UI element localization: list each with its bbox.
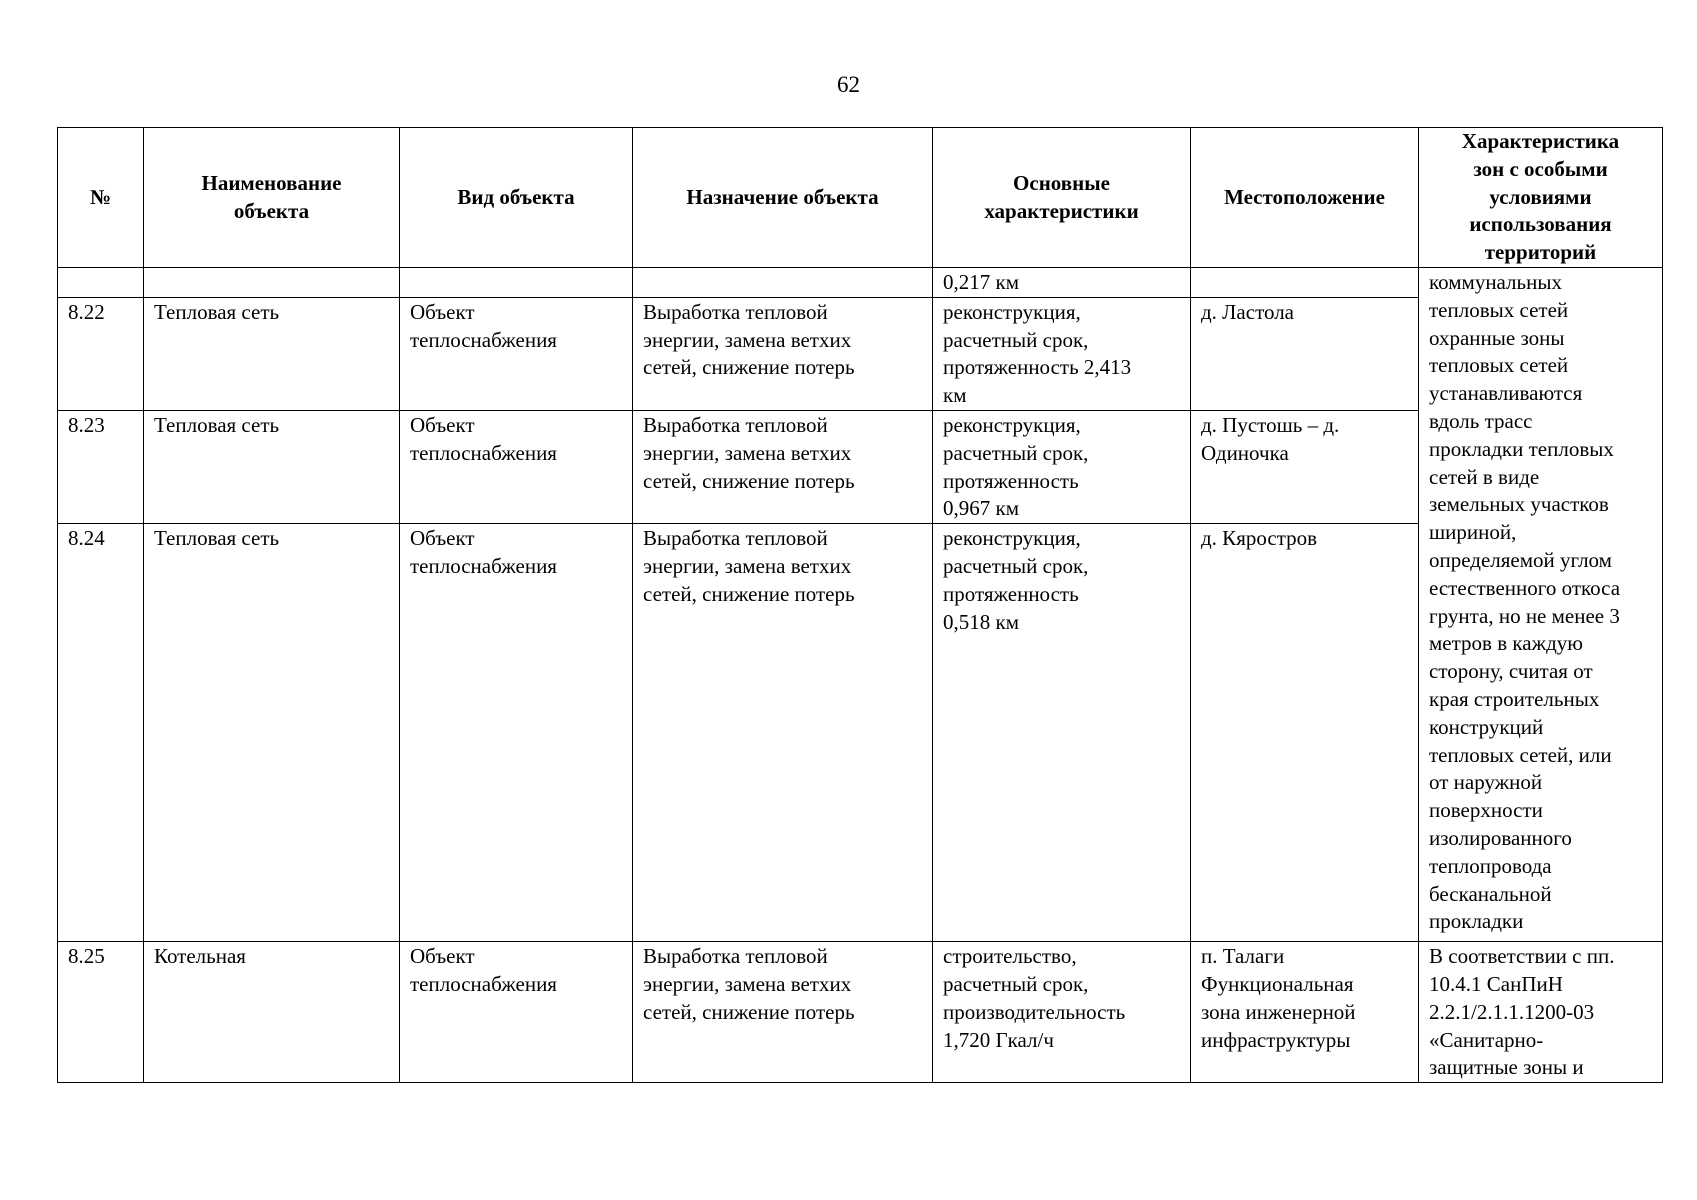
cell-name: Тепловая сеть xyxy=(144,410,400,523)
cell-empty xyxy=(400,268,633,298)
cell-purpose: Выработка тепловой энергии, замена ветхих сетей, снижение потерь xyxy=(633,410,933,523)
continuation-row xyxy=(58,268,1663,298)
cell-zones: В соответствии с пп. 10.4.1 СанПиН 2.2.1/2.1.1.1200-03 «Санитарно- защитные зоны и xyxy=(1419,942,1663,1083)
header-num: № xyxy=(58,128,144,268)
header-location: Местоположение xyxy=(1191,128,1419,268)
cell-type: Объект теплоснабжения xyxy=(400,410,633,523)
cell-location: д. Пустошь – д. Одиночка xyxy=(1191,410,1419,523)
header-row xyxy=(58,128,1663,268)
cell-num: 8.24 xyxy=(58,524,144,942)
cell-name: Тепловая сеть xyxy=(144,297,400,410)
cell-empty xyxy=(633,268,933,298)
cell-characteristics: 0,217 км xyxy=(933,268,1191,298)
header-type: Вид объекта xyxy=(400,128,633,268)
objects-table xyxy=(57,127,1663,1083)
header-characteristics: Основные характеристики xyxy=(933,128,1191,268)
header-name: Наименование объекта xyxy=(144,128,400,268)
cell-name: Котельная xyxy=(144,942,400,1083)
cell-empty xyxy=(1191,268,1419,298)
cell-empty xyxy=(144,268,400,298)
cell-location: д. Ластола xyxy=(1191,297,1419,410)
cell-characteristics: реконструкция, расчетный срок, протяженность 2,413 км xyxy=(933,297,1191,410)
cell-empty xyxy=(58,268,144,298)
page-number: 62 xyxy=(837,72,860,97)
cell-type: Объект теплоснабжения xyxy=(400,942,633,1083)
header-purpose: Назначение объекта xyxy=(633,128,933,268)
cell-purpose: Выработка тепловой энергии, замена ветхих сетей, снижение потерь xyxy=(633,524,933,942)
cell-num: 8.23 xyxy=(58,410,144,523)
cell-type: Объект теплоснабжения xyxy=(400,524,633,942)
cell-location: п. Талаги Функциональная зона инженерной инфраструктуры xyxy=(1191,942,1419,1083)
header-zones: Характеристика зон с особыми условиями использования территорий xyxy=(1419,128,1663,268)
cell-characteristics: реконструкция, расчетный срок, протяженность 0,967 км xyxy=(933,410,1191,523)
cell-characteristics: реконструкция, расчетный срок, протяженность 0,518 км xyxy=(933,524,1191,942)
cell-characteristics: строительство, расчетный срок, производительность 1,720 Гкал/ч xyxy=(933,942,1191,1083)
table-row xyxy=(58,942,1663,1083)
cell-purpose: Выработка тепловой энергии, замена ветхих сетей, снижение потерь xyxy=(633,942,933,1083)
cell-num: 8.22 xyxy=(58,297,144,410)
cell-num: 8.25 xyxy=(58,942,144,1083)
cell-purpose: Выработка тепловой энергии, замена ветхих сетей, снижение потерь xyxy=(633,297,933,410)
cell-type: Объект теплоснабжения xyxy=(400,297,633,410)
cell-zones-merged: коммунальных тепловых сетей охранные зоны тепловых сетей устанавливаются вдоль трасс прокладки тепловых сетей в виде земельных участков шириной, определяемой углом естественного откоса грунта, но не менее 3 метров в каждую сторону, считая от края строительных конструкций тепловых сетей, или от наружной поверхности изолированного теплопровода бесканальной прокладки xyxy=(1419,268,1663,942)
cell-location: д. Кяростров xyxy=(1191,524,1419,942)
cell-name: Тепловая сеть xyxy=(144,524,400,942)
